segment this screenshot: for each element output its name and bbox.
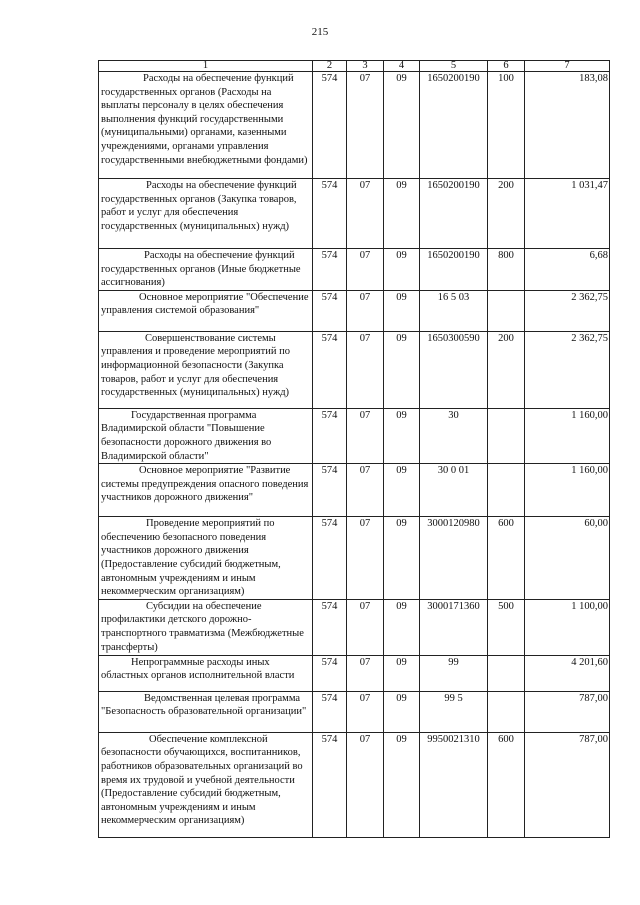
table-row xyxy=(99,732,610,837)
row-target-article: 1650200190 xyxy=(420,249,488,291)
row-target-article: 3000171360 xyxy=(420,599,488,655)
row-expense-type: 200 xyxy=(488,179,525,249)
col-header-4: 4 xyxy=(384,61,420,72)
row-amount: 4 201,60 xyxy=(525,655,610,691)
row-admin-code: 574 xyxy=(313,599,347,655)
row-target-article: 1650200190 xyxy=(420,179,488,249)
row-expense-type xyxy=(488,408,525,463)
row-admin-code: 574 xyxy=(313,691,347,732)
table-row xyxy=(99,290,610,331)
row-section: 07 xyxy=(347,72,384,179)
row-target-article: 1650200190 xyxy=(420,72,488,179)
table-row xyxy=(99,691,610,732)
row-target-article: 30 xyxy=(420,408,488,463)
row-name: Субсидии на обеспечение профилактики детского дорожно-транспортного травматизма (Межбюджетные трансферты) xyxy=(99,599,313,655)
row-expense-type: 200 xyxy=(488,331,525,408)
row-amount: 2 362,75 xyxy=(525,331,610,408)
row-admin-code: 574 xyxy=(313,408,347,463)
row-name: Обеспечение комплексной безопасности обучающихся, воспитанников, работников образовательных организаций во время их трудовой и учебной деятельности (Предоставление субсидий бюджетным, автономным учреждениям и иным некоммерческим организациям) xyxy=(99,732,313,837)
row-target-article: 99 xyxy=(420,655,488,691)
table-row xyxy=(99,464,610,517)
row-name: Расходы на обеспечение функций государственных органов (Закупка товаров, работ и услуг для обеспечения государственных (муниципальных) нужд) xyxy=(99,179,313,249)
row-amount: 1 031,47 xyxy=(525,179,610,249)
row-section: 07 xyxy=(347,290,384,331)
row-section: 07 xyxy=(347,732,384,837)
row-subsection: 09 xyxy=(384,691,420,732)
row-expense-type: 600 xyxy=(488,732,525,837)
row-amount: 787,00 xyxy=(525,691,610,732)
row-subsection: 09 xyxy=(384,72,420,179)
row-name: Ведомственная целевая программа "Безопасность образовательной организации" xyxy=(99,691,313,732)
row-subsection: 09 xyxy=(384,655,420,691)
row-section: 07 xyxy=(347,691,384,732)
row-section: 07 xyxy=(347,464,384,517)
row-section: 07 xyxy=(347,179,384,249)
row-amount: 1 100,00 xyxy=(525,599,610,655)
table-row xyxy=(99,599,610,655)
row-amount: 60,00 xyxy=(525,517,610,600)
row-name: Государственная программа Владимирской области "Повышение безопасности дорожного движения во Владимирской области" xyxy=(99,408,313,463)
row-expense-type: 100 xyxy=(488,72,525,179)
table-row xyxy=(99,408,610,463)
row-admin-code: 574 xyxy=(313,290,347,331)
row-target-article: 3000120980 xyxy=(420,517,488,600)
col-header-3: 3 xyxy=(347,61,384,72)
row-name: Совершенствование системы управления и проведение мероприятий по информационной безопасности (Закупка товаров, работ и услуг для обеспечения государственных (муниципальных) нужд) xyxy=(99,331,313,408)
col-header-1: 1 xyxy=(99,61,313,72)
row-admin-code: 574 xyxy=(313,732,347,837)
row-amount: 787,00 xyxy=(525,732,610,837)
page-number: 215 xyxy=(311,26,329,38)
row-name: Непрограммные расходы иных областных органов исполнительной власти xyxy=(99,655,313,691)
row-subsection: 09 xyxy=(384,408,420,463)
row-amount: 183,08 xyxy=(525,72,610,179)
table-row xyxy=(99,72,610,179)
col-header-5: 5 xyxy=(420,61,488,72)
row-target-article: 1650300590 xyxy=(420,331,488,408)
row-subsection: 09 xyxy=(384,249,420,291)
row-admin-code: 574 xyxy=(313,249,347,291)
col-header-2: 2 xyxy=(313,61,347,72)
row-expense-type xyxy=(488,290,525,331)
row-subsection: 09 xyxy=(384,331,420,408)
row-admin-code: 574 xyxy=(313,464,347,517)
table-row xyxy=(99,517,610,600)
table-row xyxy=(99,331,610,408)
row-amount: 1 160,00 xyxy=(525,408,610,463)
row-expense-type xyxy=(488,691,525,732)
table-row xyxy=(99,179,610,249)
row-name: Основное мероприятие "Обеспечение управления системой образования" xyxy=(99,290,313,331)
row-subsection: 09 xyxy=(384,517,420,600)
row-target-article: 99 5 xyxy=(420,691,488,732)
row-target-article: 16 5 03 xyxy=(420,290,488,331)
row-expense-type: 800 xyxy=(488,249,525,291)
row-section: 07 xyxy=(347,655,384,691)
row-amount: 1 160,00 xyxy=(525,464,610,517)
row-expense-type: 500 xyxy=(488,599,525,655)
row-amount: 6,68 xyxy=(525,249,610,291)
header-row xyxy=(99,61,610,72)
row-subsection: 09 xyxy=(384,599,420,655)
row-admin-code: 574 xyxy=(313,72,347,179)
col-header-7: 7 xyxy=(525,61,610,72)
row-section: 07 xyxy=(347,408,384,463)
row-name: Расходы на обеспечение функций государственных органов (Иные бюджетные ассигнования) xyxy=(99,249,313,291)
row-name: Основное мероприятие "Развитие системы предупреждения опасного поведения участников дорожного движения" xyxy=(99,464,313,517)
row-expense-type: 600 xyxy=(488,517,525,600)
row-section: 07 xyxy=(347,517,384,600)
row-admin-code: 574 xyxy=(313,517,347,600)
row-subsection: 09 xyxy=(384,732,420,837)
row-admin-code: 574 xyxy=(313,331,347,408)
row-subsection: 09 xyxy=(384,290,420,331)
table-row xyxy=(99,249,610,291)
row-name: Проведение мероприятий по обеспечению безопасного поведения участников дорожного движения (Предоставление субсидий бюджетным, автономным учреждениям и иным некоммерческим организациям) xyxy=(99,517,313,600)
row-subsection: 09 xyxy=(384,179,420,249)
row-section: 07 xyxy=(347,331,384,408)
row-section: 07 xyxy=(347,599,384,655)
col-header-6: 6 xyxy=(488,61,525,72)
row-subsection: 09 xyxy=(384,464,420,517)
row-target-article: 30 0 01 xyxy=(420,464,488,517)
budget-table xyxy=(98,60,610,838)
row-amount: 2 362,75 xyxy=(525,290,610,331)
table-row xyxy=(99,655,610,691)
row-section: 07 xyxy=(347,249,384,291)
row-name: Расходы на обеспечение функций государственных органов (Расходы на выплаты персоналу в целях обеспечения выполнения функций государственными (муниципальными) органами, казенными учреждениями, органами управления государственными внебюджетными фондами) xyxy=(99,72,313,179)
row-expense-type xyxy=(488,464,525,517)
row-expense-type xyxy=(488,655,525,691)
row-target-article: 9950021310 xyxy=(420,732,488,837)
row-admin-code: 574 xyxy=(313,655,347,691)
row-admin-code: 574 xyxy=(313,179,347,249)
